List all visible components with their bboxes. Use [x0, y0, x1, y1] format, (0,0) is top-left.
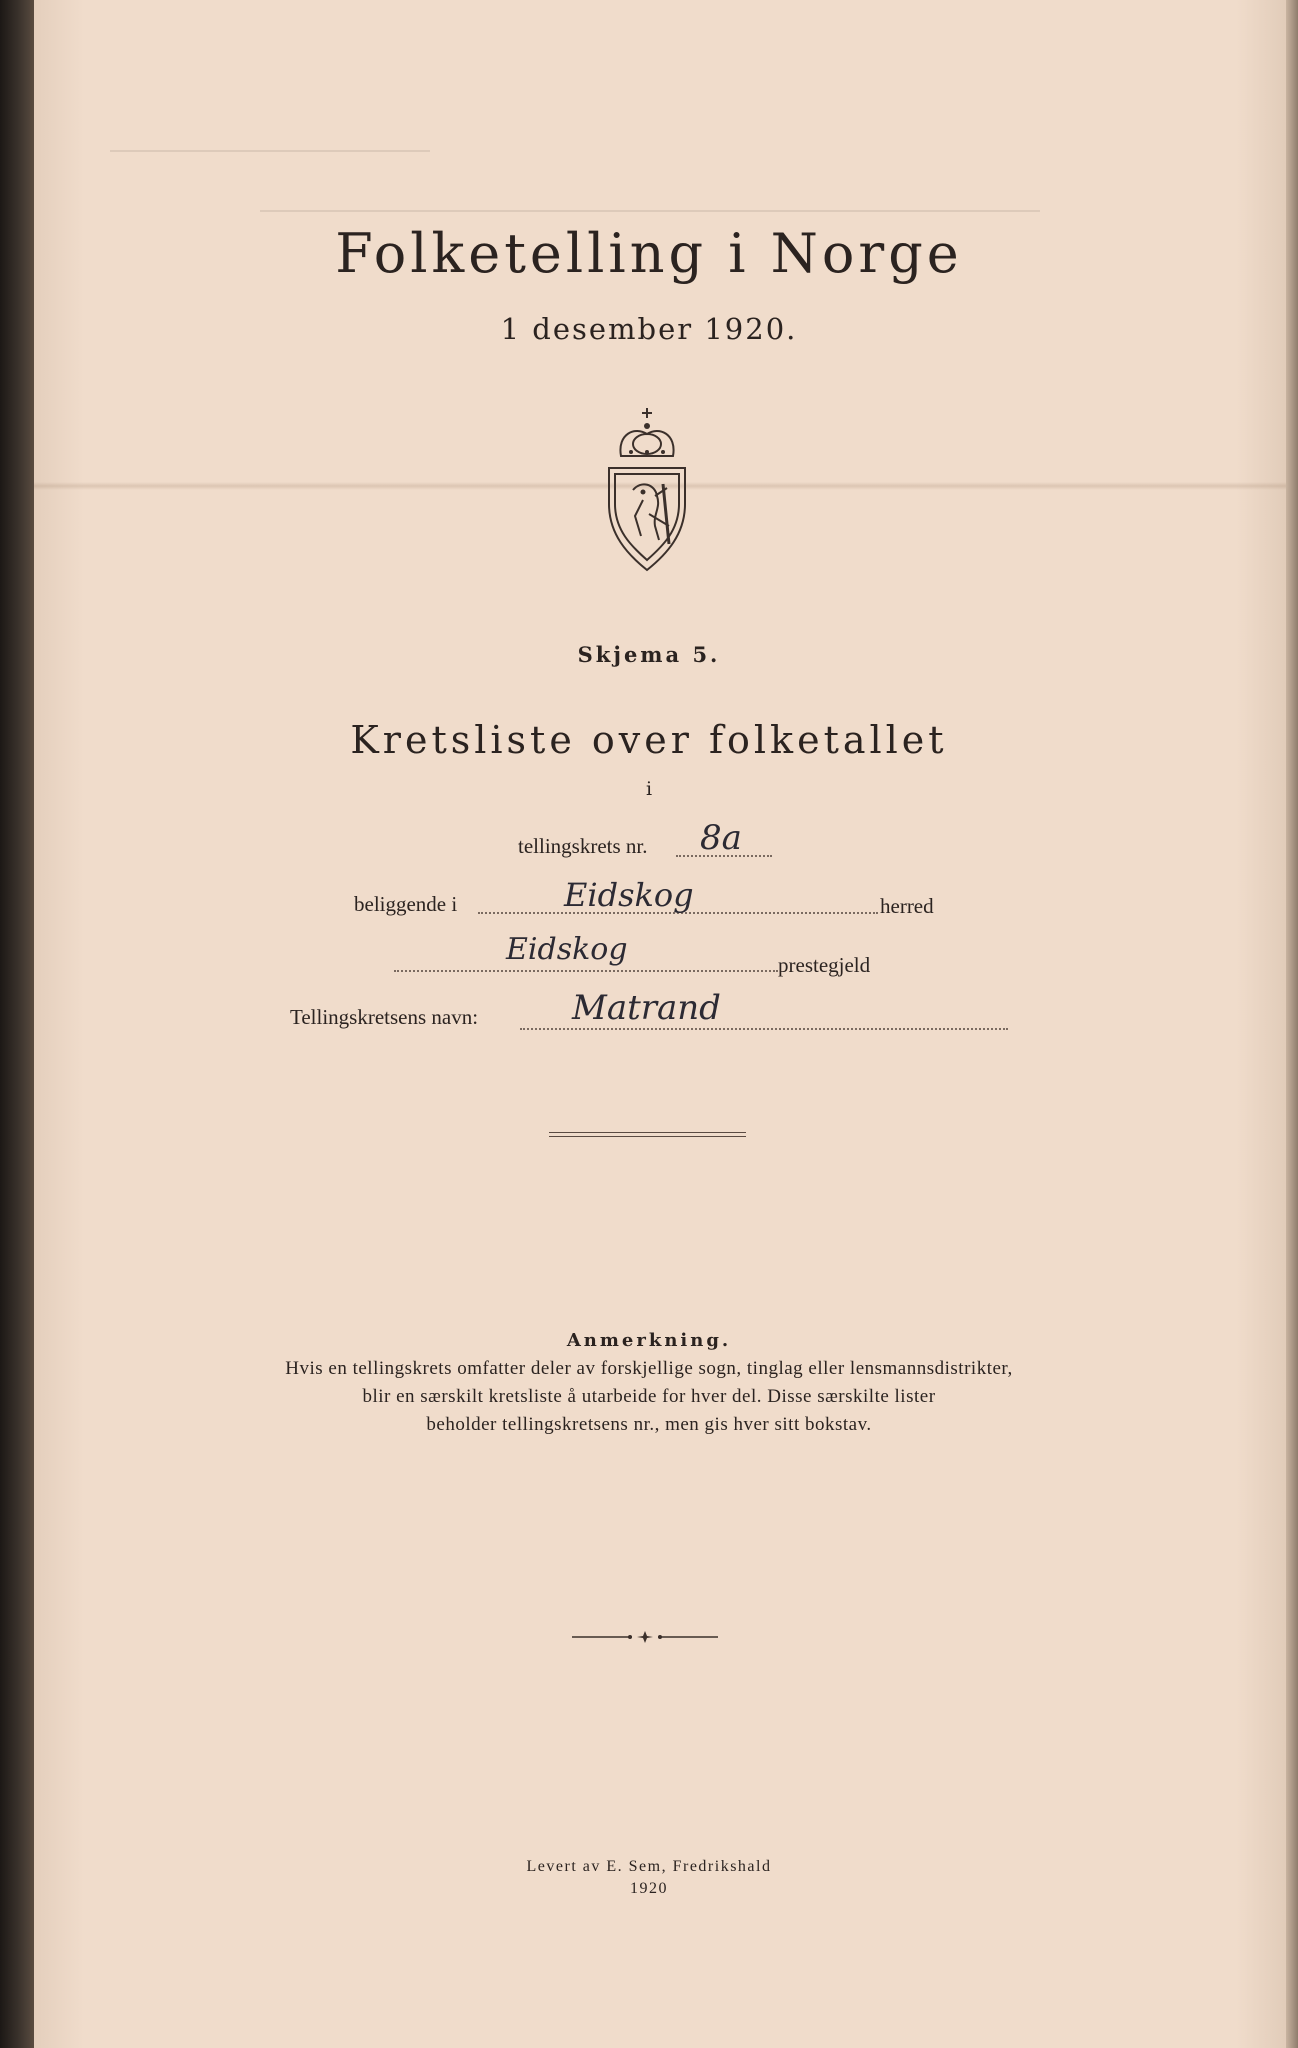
- book-binding: [0, 0, 34, 2048]
- prestegjeld-dotted-line: [394, 970, 778, 972]
- kretsnavn-value[interactable]: Matrand: [572, 988, 721, 1028]
- prestegjeld-value[interactable]: Eidskog: [506, 932, 628, 967]
- bleed-through-line: [260, 210, 1040, 212]
- kretsnavn-dotted-line: [520, 1028, 1008, 1030]
- beliggende-value[interactable]: Eidskog: [564, 876, 694, 914]
- star-ornament-icon: [570, 1630, 720, 1644]
- note-line-2: blir en særskilt kretsliste å utarbeide for hver del. Disse særskilte lister: [362, 1386, 936, 1407]
- beliggende-label: beliggende i: [354, 892, 458, 916]
- printer-year: 1920: [630, 1880, 668, 1897]
- page-title: Folketelling i Norge: [335, 222, 963, 285]
- tellingskrets-value[interactable]: 8a: [700, 818, 742, 858]
- page-edge: [1286, 0, 1298, 2048]
- schema-number: Skjema 5.: [577, 642, 721, 667]
- printer-credit: Levert av E. Sem, Fredrikshald: [526, 1858, 772, 1875]
- census-date: 1 desember 1920.: [500, 312, 798, 346]
- form-heading: Kretsliste over folketallet: [350, 718, 948, 762]
- norwegian-coat-of-arms-icon: [597, 404, 697, 574]
- note-heading: Anmerkning.: [566, 1330, 732, 1351]
- prestegjeld-label: prestegjeld: [778, 953, 871, 977]
- bleed-through-line: [110, 150, 430, 152]
- note-line-3: beholder tellingskretsens nr., men gis hver sitt bokstav.: [426, 1414, 872, 1435]
- herred-label: herred: [880, 894, 934, 918]
- kretsnavn-label: Tellingskretsens navn:: [290, 1005, 479, 1029]
- section-divider: [549, 1132, 746, 1137]
- connector-word: i: [645, 778, 653, 800]
- tellingskrets-label: tellingskrets nr.: [518, 834, 648, 858]
- note-line-1: Hvis en tellingskrets omfatter deler av forskjellige sogn, tinglag eller lensmannsdistrikter,: [285, 1358, 1013, 1379]
